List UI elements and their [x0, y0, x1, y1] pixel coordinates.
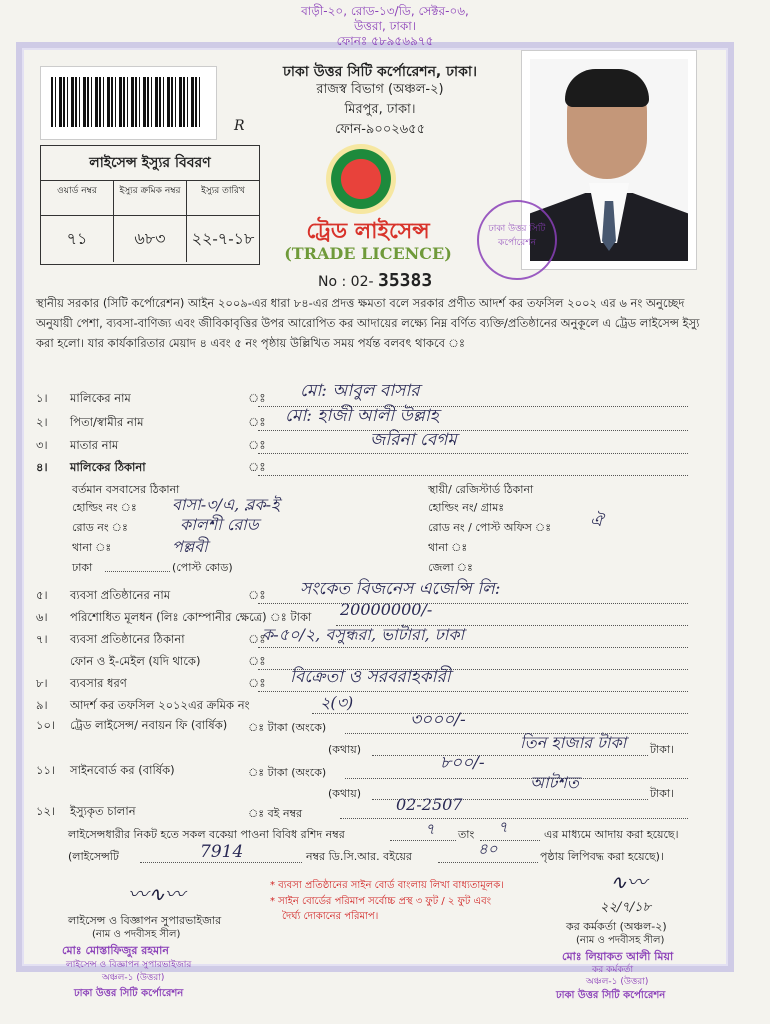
- business-name-value: সংকেত বিজনেস এজেন্সি লি:: [300, 579, 501, 599]
- business-address-value: ক-৫০/২, বসুন্ধরা, ভাটারা, ঢাকা: [262, 625, 465, 644]
- receipt-date-value: ৭: [498, 818, 508, 836]
- tax-officer-title: কর কর্মকর্তা (অঞ্চল-২): [566, 920, 667, 933]
- licence-number: [318, 270, 432, 291]
- org-name: ঢাকা উত্তর সিটি কর্পোরেশন, ঢাকা।: [283, 64, 477, 80]
- challan-book-value: 02-2507: [396, 795, 463, 814]
- holding-value: বাসা-৩/এ, ব্লক-ই: [172, 495, 280, 514]
- office-place: মিরপুর, ঢাকা।: [344, 102, 416, 117]
- office-phone: ফোন-৯০০২৬৫৫: [334, 122, 426, 137]
- top-stamp-line-3: ফোনঃ ৫৮৯৫৬৯৭৫: [336, 34, 434, 48]
- supervisor-title: লাইসেন্স ও বিজ্ঞাপন সুপারভাইজার: [68, 914, 222, 927]
- register-label: নম্বর ডি.সি.আর. বইয়ের: [306, 850, 412, 863]
- receipt-end: এর মাধ্যমে আদায় করা হয়েছে।: [544, 828, 679, 841]
- challan-book-label: ঃ বই নম্বর: [248, 807, 303, 820]
- postcode-label: (পোস্ট কোড): [172, 561, 233, 574]
- licence-fee-words: তিন হাজার টাকা: [520, 733, 627, 752]
- supervisor-stamp-zone: অঞ্চল-১ (উত্তরা): [102, 973, 165, 983]
- licence-fee-taka: টাকা।: [650, 743, 675, 756]
- thana-right-label: থানা ঃ: [428, 541, 468, 554]
- field-challan: ১২। ইস্যুকৃত চালান: [36, 804, 136, 818]
- supervisor-signature: 〰∿〰: [128, 882, 185, 906]
- thana-label: থানা ঃ: [72, 541, 112, 554]
- field-tax-schedule: ৯। আদর্শ কর তফসিল ২০১২এর ক্রমিক নং: [36, 698, 250, 712]
- signboard-taka: টাকা।: [650, 787, 675, 800]
- signboard-words: আটশত: [530, 773, 579, 792]
- father-name-value: মো: হাজী আলী উল্লাহ: [285, 406, 439, 426]
- owner-name-value: মো: আবুল বাসার: [300, 381, 420, 401]
- issue-box-title: লাইসেন্স ইস্যুর বিবরণ: [41, 146, 259, 181]
- holding-right-label: হোল্ডিং নং/ গ্রামঃ: [428, 501, 505, 514]
- thana-value: পল্লবী: [172, 537, 208, 556]
- district-label: জেলা ঃ: [428, 561, 473, 574]
- supervisor-stamp-org: ঢাকা উত্তর সিটি কর্পোরেশন: [74, 988, 184, 999]
- field-business-name: ৫। ব্যবসা প্রতিষ্ঠানের নাম: [36, 588, 171, 602]
- tax-officer-stamp-title: কর কর্মকর্তা: [592, 965, 634, 975]
- mother-name-value: জরিনা বেগম: [370, 430, 457, 450]
- date-value: ২২-৭-১৮: [191, 229, 255, 248]
- field-mother-name: ৩। মাতার নাম: [36, 438, 119, 452]
- dept-name: রাজস্ব বিভাগ (অঞ্চল-২): [316, 82, 444, 97]
- road-value: কালশী রোড: [180, 515, 259, 534]
- field-owner-name: ১। মালিকের নাম: [36, 391, 131, 405]
- register-page-value: ৪০: [478, 840, 498, 858]
- licence-fee-taka-label: ঃ টাকা (অংকে): [248, 721, 327, 734]
- paid-capital-value: 20000000/-: [340, 600, 433, 619]
- intro-paragraph: স্থানীয় সরকার (সিটি কর্পোরেশন) আইন ২০০৯-এর ধারা ৮৪-এর প্রদত্ত ক্ষমতা বলে সরকার প্রণীত আদর্শ কর তফসিল ২০০২ এর ৬ নং অনুচ্ছেদ অনুযায়ী পেশা, ব্যবসা-বাণিজ্য এবং জীবিকাবৃত্তির উপর আরোপিত কর আদায়ের লক্ষ্যে নিম্ন বর্ণিত ব্যক্তি/প্রতিষ্ঠানের অনুকূলে এ ট্রেড লাইসেন্স ইস্যু করা হলো। যার কার্যকারিতার মেয়াদ ৪ এবং ৫ নং পৃষ্ঠায় উল্লিখিত সময় পর্যন্ত বলবৎ থাকবে ঃ: [36, 296, 700, 350]
- field-signboard-tax: ১১। সাইনবোর্ড কর (বার্ষিক): [36, 763, 175, 777]
- tax-officer-date: ২২/৭/১৮: [600, 900, 651, 915]
- tax-schedule-value: ২(৩): [320, 693, 354, 712]
- licence-number-label: No : 02-: [318, 274, 374, 290]
- tax-officer-signature: ∿〰: [610, 870, 647, 894]
- tax-officer-sub: (নাম ও পদবীসহ সীল): [576, 935, 665, 946]
- licence-register-prefix: (লাইসেন্সটি: [68, 850, 119, 863]
- city-corporation-logo: [326, 144, 396, 214]
- licence-fee-words-label: (কথায়): [328, 743, 362, 756]
- licence-register-value: 7914: [200, 842, 244, 862]
- issue-details-box: [40, 145, 260, 265]
- top-stamp-line-2: উত্তরা, ঢাকা।: [353, 19, 417, 33]
- tax-officer-stamp-name: মোঃ লিয়াকত আলী মিয়া: [562, 950, 674, 963]
- supervisor-stamp-title: লাইসেন্স ও বিজ্ঞাপন সুপারভাইজার: [66, 960, 192, 970]
- licence-fee-amount: ৩০০০/-: [410, 710, 466, 730]
- road-label: রোড নং ঃ: [72, 521, 128, 534]
- field-business-address: ৭। ব্যবসা প্রতিষ্ঠানের ঠিকানা: [36, 632, 185, 646]
- road-right-value: ঐ: [590, 511, 603, 530]
- top-stamp-line-1: বাড়ী-২০, রোড-১৩/ডি, সেক্টর-০৬,: [301, 4, 469, 18]
- field-father-name: ২। পিতা/স্বামীর নাম: [36, 415, 144, 429]
- business-type-value: বিক্রেতা ও সরবরাহকারী: [290, 667, 451, 687]
- field-phone-email: ফোন ও ই-মেইল (যদি থাকে): [70, 654, 201, 668]
- field-paid-capital: ৬। পরিশোধিত মূলধন (লিঃ কোম্পানীর ক্ষেত্রে) ঃ টাকা: [36, 610, 312, 624]
- permanent-address-label: স্থায়ী/ রেজিস্টার্ড ঠিকানা: [428, 483, 534, 496]
- signboard-words-label: (কথায়): [328, 787, 362, 800]
- field-business-type: ৮। ব্যবসার ধরণ: [36, 676, 127, 690]
- ward-value: ৭১: [41, 216, 114, 262]
- round-seal: [477, 200, 557, 280]
- top-address-stamp: [265, 4, 505, 49]
- note-2: * সাইন বোর্ডের পরিমাপ সর্বোচ্চ প্রস্থ ৩ ফুট / ২ ফুট এবং: [270, 896, 491, 907]
- signboard-taka-label: ঃ টাকা (অংকে): [248, 766, 327, 779]
- present-address-label: বর্তমান বসবাসের ঠিকানা: [72, 483, 180, 496]
- tax-officer-stamp-zone: অঞ্চল-১ (উত্তরা): [586, 977, 649, 987]
- title-english: (TRADE LICENCE): [284, 244, 452, 263]
- road-right-label: রোড নং / পোস্ট অফিস ঃ: [428, 521, 552, 534]
- mark-r: R: [234, 118, 245, 134]
- holding-label: হোল্ডিং নং ঃ: [72, 501, 137, 514]
- note-3: দৈর্ঘ্য দোকানের পরিমাপ।: [282, 911, 379, 922]
- note-1: * ব্যবসা প্রতিষ্ঠানের সাইন বোর্ড বাংলায় লিখা বাধ্যতামূলক।: [270, 880, 504, 891]
- seal-text: ঢাকা উত্তর সিটি কর্পোরেশন: [488, 224, 546, 248]
- date-header: ইস্যুর তারিখ: [201, 186, 245, 196]
- supervisor-sub: (নাম ও পদবীসহ সীল): [92, 929, 181, 940]
- receipt-label: লাইসেন্সধারীর নিকট হতে সকল বকেয়া পাওনা বিবিধ রশিদ নম্বর: [68, 828, 345, 841]
- field-licence-fee: ১০। ট্রেড লাইসেন্স/ নবায়ন ফি (বার্ষিক): [36, 718, 228, 732]
- receipt-value: ৭: [425, 820, 435, 838]
- serial-value: ৬৮৩: [114, 216, 187, 262]
- supervisor-stamp-name: মোঃ মোস্তাফিজুর রহমান: [62, 944, 169, 957]
- serial-header: ইস্যুর ক্রমিক নম্বর: [114, 181, 187, 215]
- tax-officer-stamp-org: ঢাকা উত্তর সিটি কর্পোরেশন: [556, 990, 666, 1001]
- receipt-date-label: তাং: [458, 828, 475, 841]
- field-owner-address: ৪। মালিকের ঠিকানা: [36, 460, 146, 474]
- register-end: পৃষ্ঠায় লিপিবদ্ধ করা হয়েছে)।: [540, 850, 664, 863]
- signboard-amount: ৮০০/-: [440, 753, 485, 773]
- licence-number-value: 35383: [377, 270, 433, 291]
- barcode: [40, 66, 217, 140]
- dhaka-label: ঢাকা: [72, 561, 93, 574]
- ward-header: ওয়ার্ড নম্বর: [41, 181, 114, 215]
- title-bangla: ট্রেড লাইসেন্স: [306, 219, 430, 244]
